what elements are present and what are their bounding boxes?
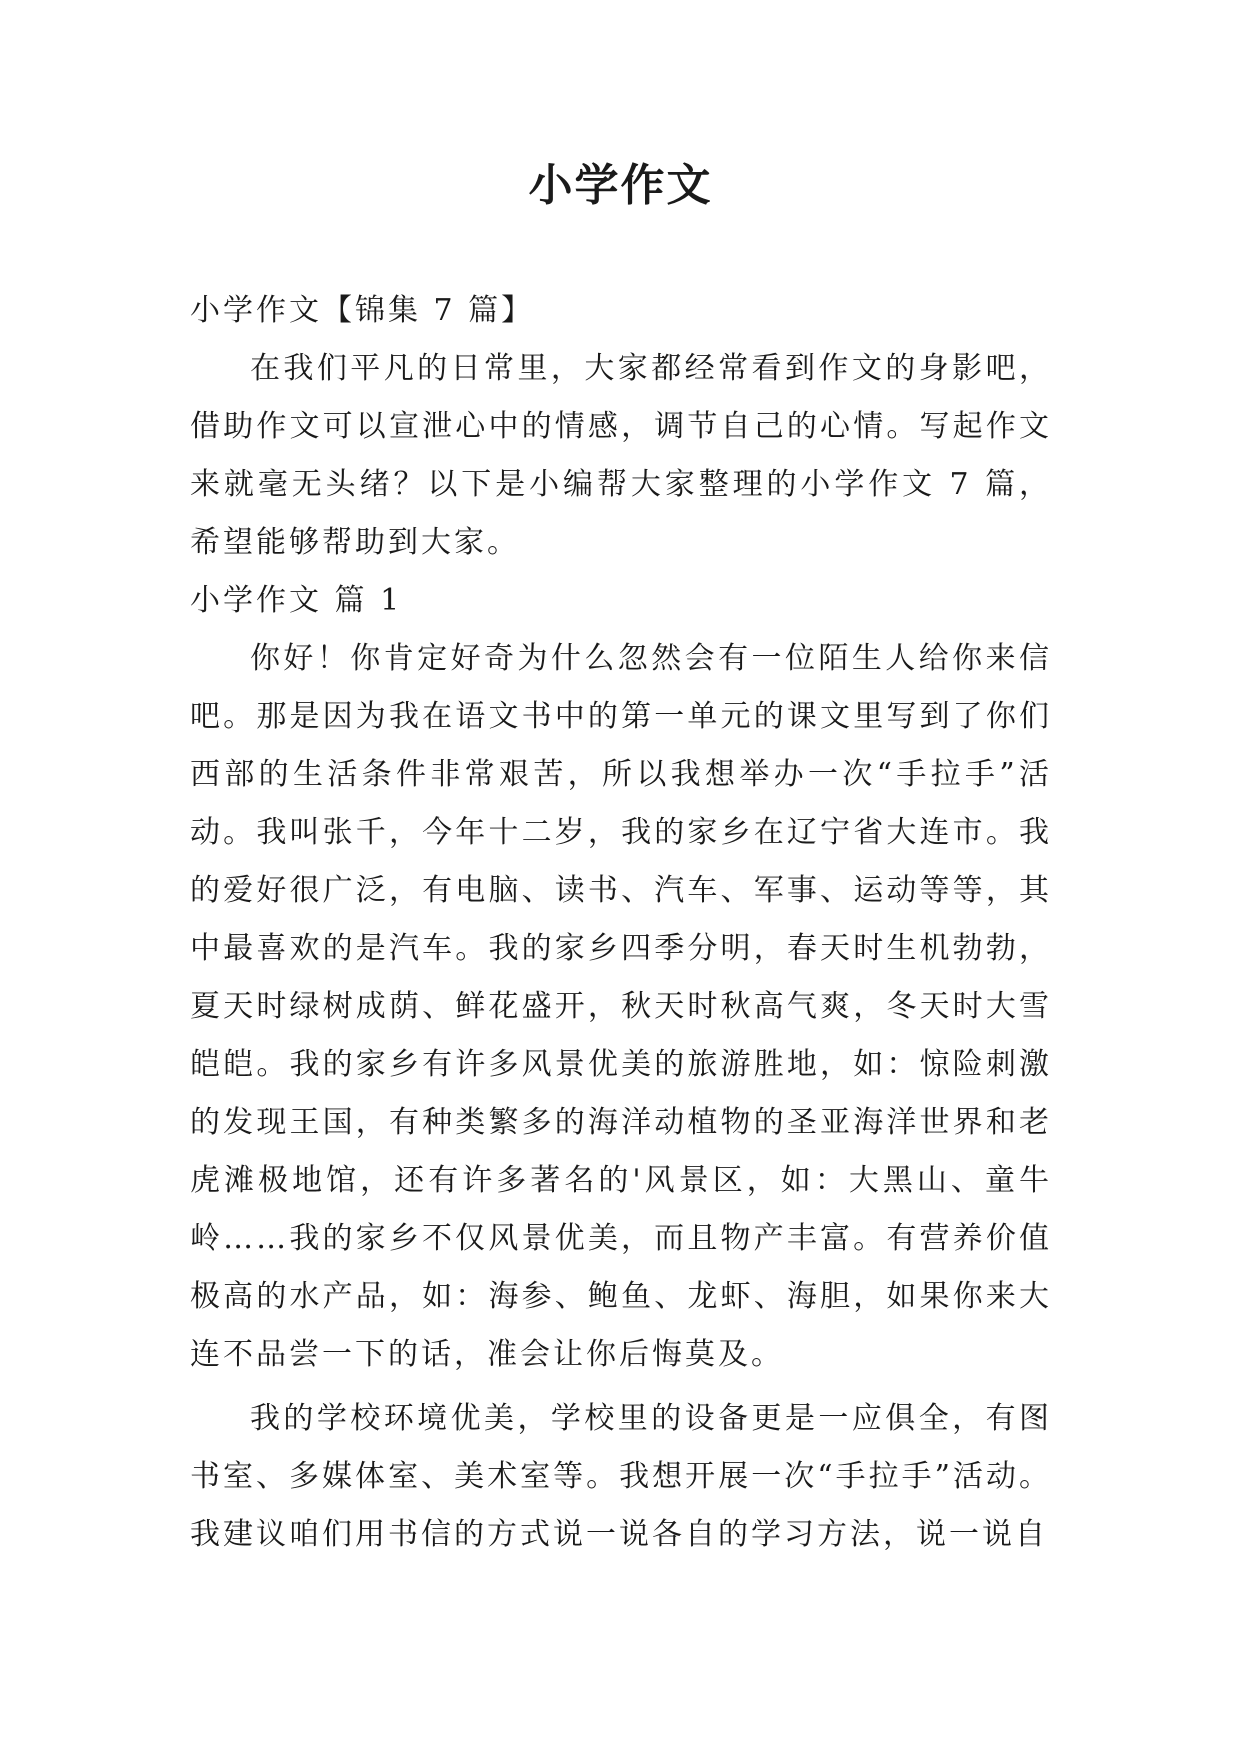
- essay-paragraph-2: 我的学校环境优美，学校里的设备更是一应俱全，有图书室、多媒体室、美术室等。我想开展一次“手拉手”活动。我建议咱们用书信的方式说一说各自的学习方法，说一说自: [190, 1401, 1052, 1552]
- essay-paragraph-1: 你好！你肯定好奇为什么忽然会有一位陌生人给你来信吧。那是因为我在语文书中的第一单元的课文里写到了你们西部的生活条件非常艰苦，所以我想举办一次“手拉手”活动。我叫张千，今年十二岁，我的家乡在辽宁省大连市。我的爱好很广泛，有电脑、读书、汽车、军事、运动等等，其中最喜欢的是汽车。我的家乡四季分明，春天时生机勃勃，夏天时绿树成荫、鲜花盛开，秋天时秋高气爽，冬天时大雪皑皑。我的家乡有许多风景优美的旅游胜地，如：惊险刺激的发现王国，有种类繁多的海洋动植物的圣亚海洋世界和老虎滩极地馆，还有许多著名的'风景区，如：大黑山、童牛岭……我的家乡不仅风景优美，而且物产丰富。有营养价值极高的水产品，如：海参、鲍鱼、龙虾、海胆，如果你来大连不品尝一下的话，准会让你后悔莫及。: [190, 641, 1052, 1372]
- document-body: [190, 282, 1052, 1564]
- document-title: 小学作文: [528, 160, 713, 211]
- collection-subtitle: 小学作文【锦集 7 篇】: [190, 293, 535, 328]
- section-heading: 小学作文 篇 1: [190, 583, 403, 618]
- intro-paragraph: 在我们平凡的日常里，大家都经常看到作文的身影吧，借助作文可以宣泄心中的情感，调节自己的心情。写起作文来就毫无头绪？以下是小编帮大家整理的小学作文 7 篇，希望能够帮助到大家。: [190, 351, 1052, 560]
